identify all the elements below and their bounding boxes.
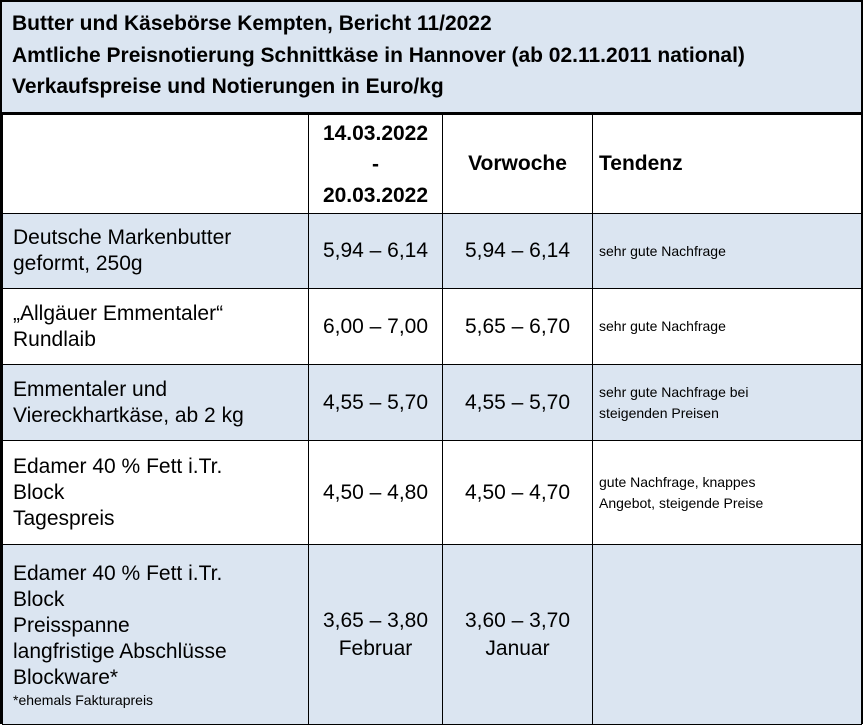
previous-price-month: Januar (485, 636, 550, 660)
header-previous-week: Vorwoche (443, 115, 593, 214)
trend-line: Angebot, steigende Preise (599, 494, 764, 511)
current-price-cell (309, 545, 443, 725)
period-start: 14.03.2022 (322, 121, 429, 145)
current-price: 4,50 – 4,80 (309, 441, 443, 545)
table-row (3, 545, 862, 725)
report-units: Verkaufspreise und Notierungen in Euro/kg (12, 75, 444, 98)
header-period-cell (309, 115, 443, 214)
table-row (3, 289, 862, 365)
current-price: 6,00 – 7,00 (309, 289, 443, 365)
previous-price: 4,55 – 5,70 (443, 365, 593, 441)
product-cell (3, 365, 309, 441)
trend-line: sehr gute Nachfrage bei (599, 383, 749, 400)
product-line: geformt, 250g (13, 252, 143, 275)
footnote: *ehemals Fakturapreis (13, 691, 154, 708)
table-header-row (3, 115, 862, 214)
product-line: Preisspanne (13, 613, 130, 637)
previous-price: 5,65 – 6,70 (443, 289, 593, 365)
product-line: Deutsche Markenbutter (13, 226, 232, 249)
previous-price-cell (443, 545, 593, 725)
period-separator: - (372, 152, 379, 176)
trend-cell (593, 214, 862, 289)
current-price: 4,55 – 5,70 (309, 365, 443, 441)
current-price: 3,65 – 3,80 (322, 608, 429, 632)
product-line: Blockware* (13, 665, 119, 689)
product-line: langfristige Abschlüsse (13, 639, 227, 663)
product-line: Viereckhartkäse, ab 2 kg (13, 403, 244, 427)
report-subtitle: Amtliche Preisnotierung Schnittkäse in Hannover (ab 02.11.2011 national) (12, 43, 745, 67)
previous-price: 3,60 – 3,70 (464, 608, 571, 632)
product-cell (3, 441, 309, 545)
table-row (3, 214, 862, 289)
price-table (2, 114, 862, 725)
product-cell (3, 214, 309, 289)
product-cell (3, 545, 309, 725)
table-row (3, 441, 862, 545)
header-trend: Tendenz (593, 115, 862, 214)
product-line: Edamer 40 % Fett i.Tr. (13, 454, 223, 478)
report-header (2, 2, 861, 114)
product-line: „Allgäuer Emmentaler“ (13, 301, 224, 325)
product-line: Rundlaib (13, 327, 96, 351)
product-line: Block (13, 587, 65, 611)
previous-price: 5,94 – 6,14 (443, 214, 593, 289)
trend-line: steigenden Preisen (599, 404, 719, 421)
trend-line: gute Nachfrage, knappes (599, 473, 756, 490)
report-title: Butter und Käsebörse Kempten, Bericht 11/2022 (12, 12, 492, 35)
period-end: 20.03.2022 (322, 183, 429, 207)
current-price-month: Februar (338, 636, 413, 660)
trend-cell (593, 365, 862, 441)
product-line: Block (13, 480, 65, 504)
product-cell (3, 289, 309, 365)
previous-price: 4,50 – 4,70 (443, 441, 593, 545)
trend-cell (593, 545, 862, 725)
trend-cell (593, 441, 862, 545)
header-product-cell (3, 115, 309, 214)
product-line: Edamer 40 % Fett i.Tr. (13, 561, 223, 585)
product-line: Emmentaler und (13, 377, 168, 401)
product-line: Tagespreis (13, 506, 115, 530)
trend-cell (593, 289, 862, 365)
current-price: 5,94 – 6,14 (309, 214, 443, 289)
table-row (3, 365, 862, 441)
trend-line: sehr gute Nachfrage (599, 318, 726, 334)
trend-line: sehr gute Nachfrage (599, 242, 726, 259)
